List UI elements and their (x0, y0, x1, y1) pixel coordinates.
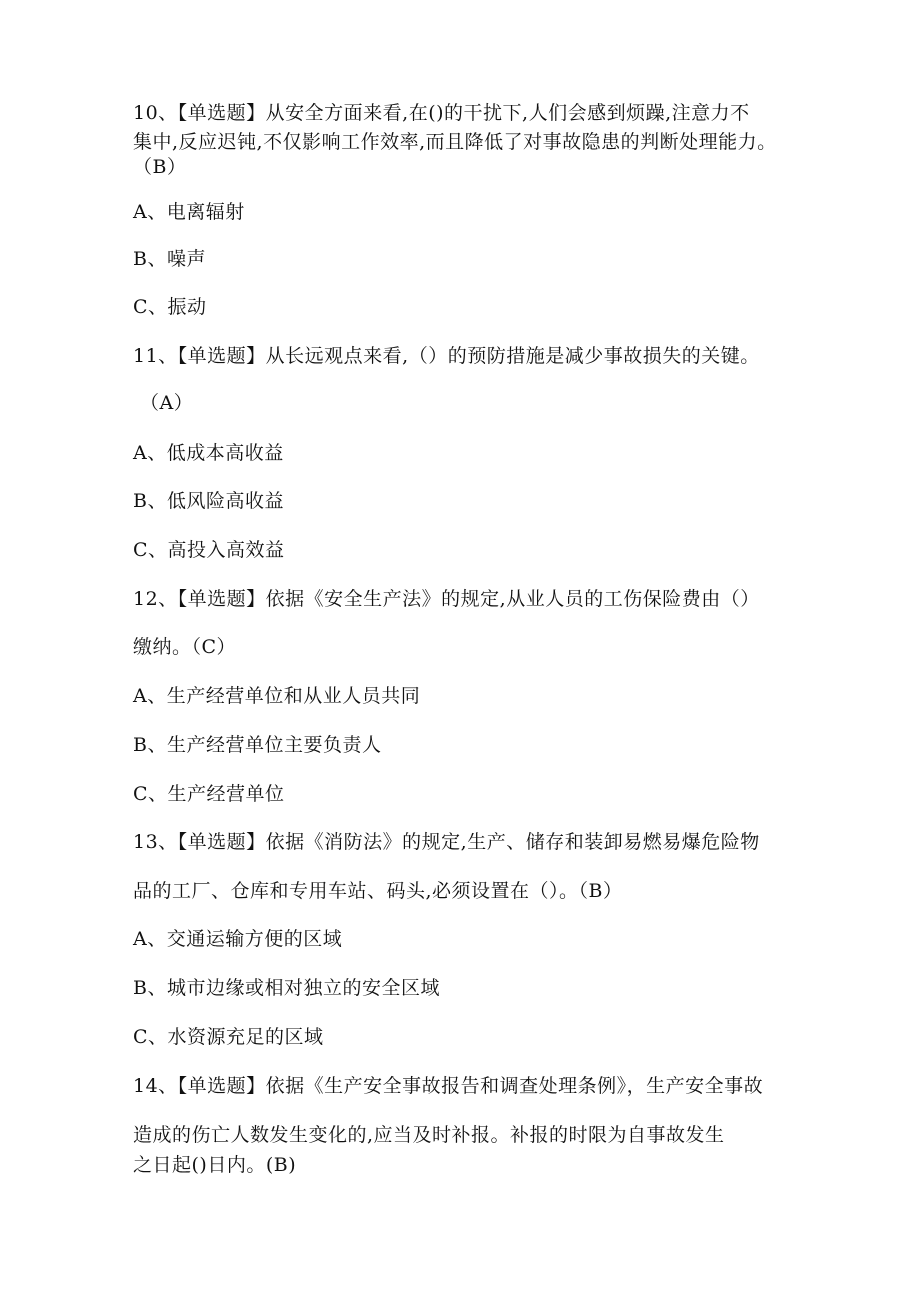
question-13-stem-line-1: 13、【单选题】依据《消防法》的规定,生产、储存和装卸易燃易爆危险物 (133, 831, 760, 853)
question-13-option-b: B、城市边缘或相对独立的安全区域 (133, 977, 440, 999)
question-12-option-c: C、生产经营单位 (133, 783, 285, 805)
question-11-option-a: A、低成本高收益 (133, 442, 284, 464)
question-13-option-a: A、交通运输方便的区域 (133, 928, 343, 950)
question-13-option-c: C、水资源充足的区域 (133, 1026, 324, 1048)
question-10-answer: （B） (133, 156, 187, 178)
question-14-stem-line-2: 造成的伤亡人数发生变化的,应当及时补报。补报的时限为自事故发生 (133, 1124, 725, 1146)
question-10-option-a: A、电离辐射 (133, 201, 245, 223)
question-10-option-b: B、噪声 (133, 248, 206, 270)
question-12-stem-line-1: 12、【单选题】依据《安全生产法》的规定,从业人员的工伤保险费由（） (133, 588, 760, 610)
question-12-stem-line-2: 缴纳。（C） (133, 636, 237, 658)
question-10-stem-line-2: 集中,反应迟钝,不仅影响工作效率,而且降低了对事故隐患的判断处理能力。 (133, 131, 777, 153)
question-14-stem-line-1: 14、【单选题】依据《生产安全事故报告和调查处理条例》，生产安全事故 (133, 1075, 764, 1097)
question-10-stem-line-1: 10、【单选题】从安全方面来看,在()的干扰下,人们会感到烦躁,注意力不 (133, 102, 750, 124)
question-13-stem-line-2: 品的工厂、仓库和专用车站、码头,必须设置在（）。（B） (133, 880, 623, 902)
question-10-option-c: C、振动 (133, 296, 207, 318)
question-11-option-b: B、低风险高收益 (133, 490, 284, 512)
question-11-stem-line-1: 11、【单选题】从长远观点来看,（）的预防措施是减少事故损失的关键。 (133, 345, 760, 367)
question-11-option-c: C、高投入高效益 (133, 539, 285, 561)
question-11-answer: （A） (140, 392, 194, 414)
question-12-option-b: B、生产经营单位主要负责人 (133, 734, 382, 756)
question-12-option-a: A、生产经营单位和从业人员共同 (133, 685, 421, 707)
question-14-stem-line-3: 之日起()日内。(B) (133, 1154, 297, 1176)
